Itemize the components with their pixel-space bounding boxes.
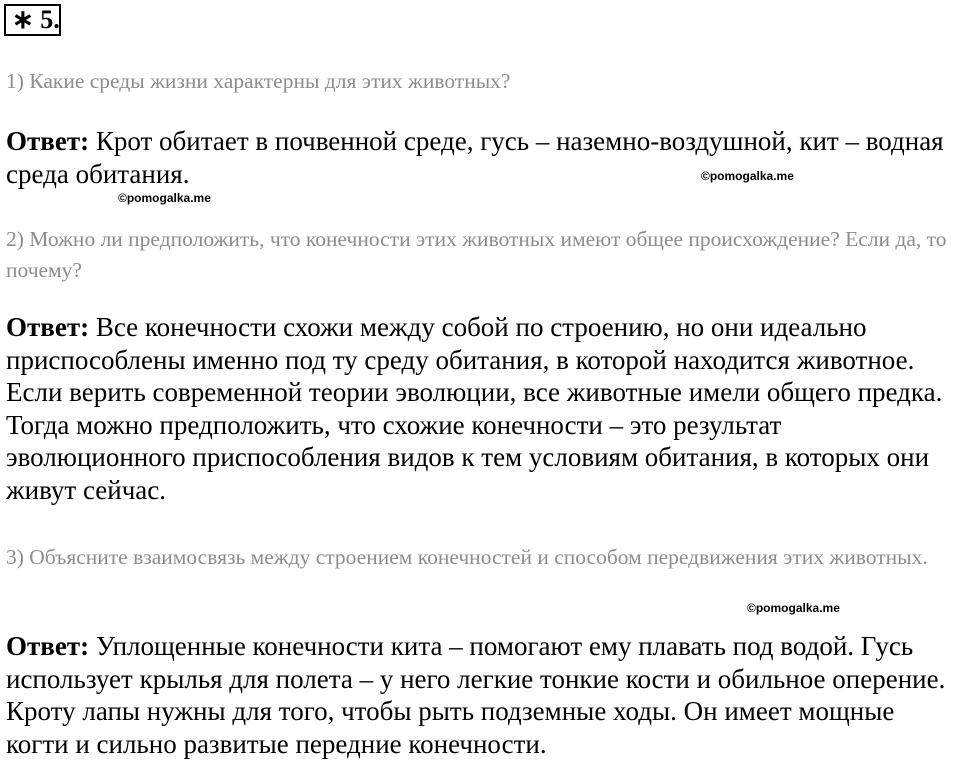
watermark: ©pomogalka.me xyxy=(747,601,840,615)
question-3: 3) Объясните взаимосвязь между строением конечностей и способом передвижения этих животных. xyxy=(6,545,928,569)
question-2: 2) Можно ли предположить, что конечности этих животных имеют общее происхождение? Если да, то почему? xyxy=(6,227,947,282)
answer-1-label: Ответ: xyxy=(6,126,90,156)
answer-3-label: Ответ: xyxy=(6,631,90,661)
answer-2 xyxy=(6,311,954,506)
question-1: 1) Какие среды жизни характерны для этих животных? xyxy=(6,69,511,93)
answer-3 xyxy=(6,630,954,760)
answer-2-text: Все конечности схожи между собой по строению, но они идеально приспособлены именно под ту среду обитания, в которой находится животное. Если верить современной теории эволюции, все животные имели общего предка. Тогда можно предположить, что схожие конечности – это результат эволюционного приспособления видов к тем условиям обитания, в которых они живут сейчас. xyxy=(6,312,943,505)
answer-3-text: Уплощенные конечности кита – помогают ему плавать под водой. Гусь использует крылья для полета – у него легкие тонкие кости и обильное оперение. Кроту лапы нужны для того, чтобы рыть подземные ходы. Он имеет мощные когти и сильно развитые передние конечности. xyxy=(6,631,946,759)
answer-2-label: Ответ: xyxy=(6,312,90,342)
task-number-badge: ∗ 5. xyxy=(4,4,61,36)
answer-1 xyxy=(6,125,954,190)
watermark: ©pomogalka.me xyxy=(118,191,211,205)
answer-1-text: Крот обитает в почвенной среде, гусь – наземно-воздушной, кит – водная среда обитания. xyxy=(6,126,944,189)
watermark: ©pomogalka.me xyxy=(701,169,794,183)
